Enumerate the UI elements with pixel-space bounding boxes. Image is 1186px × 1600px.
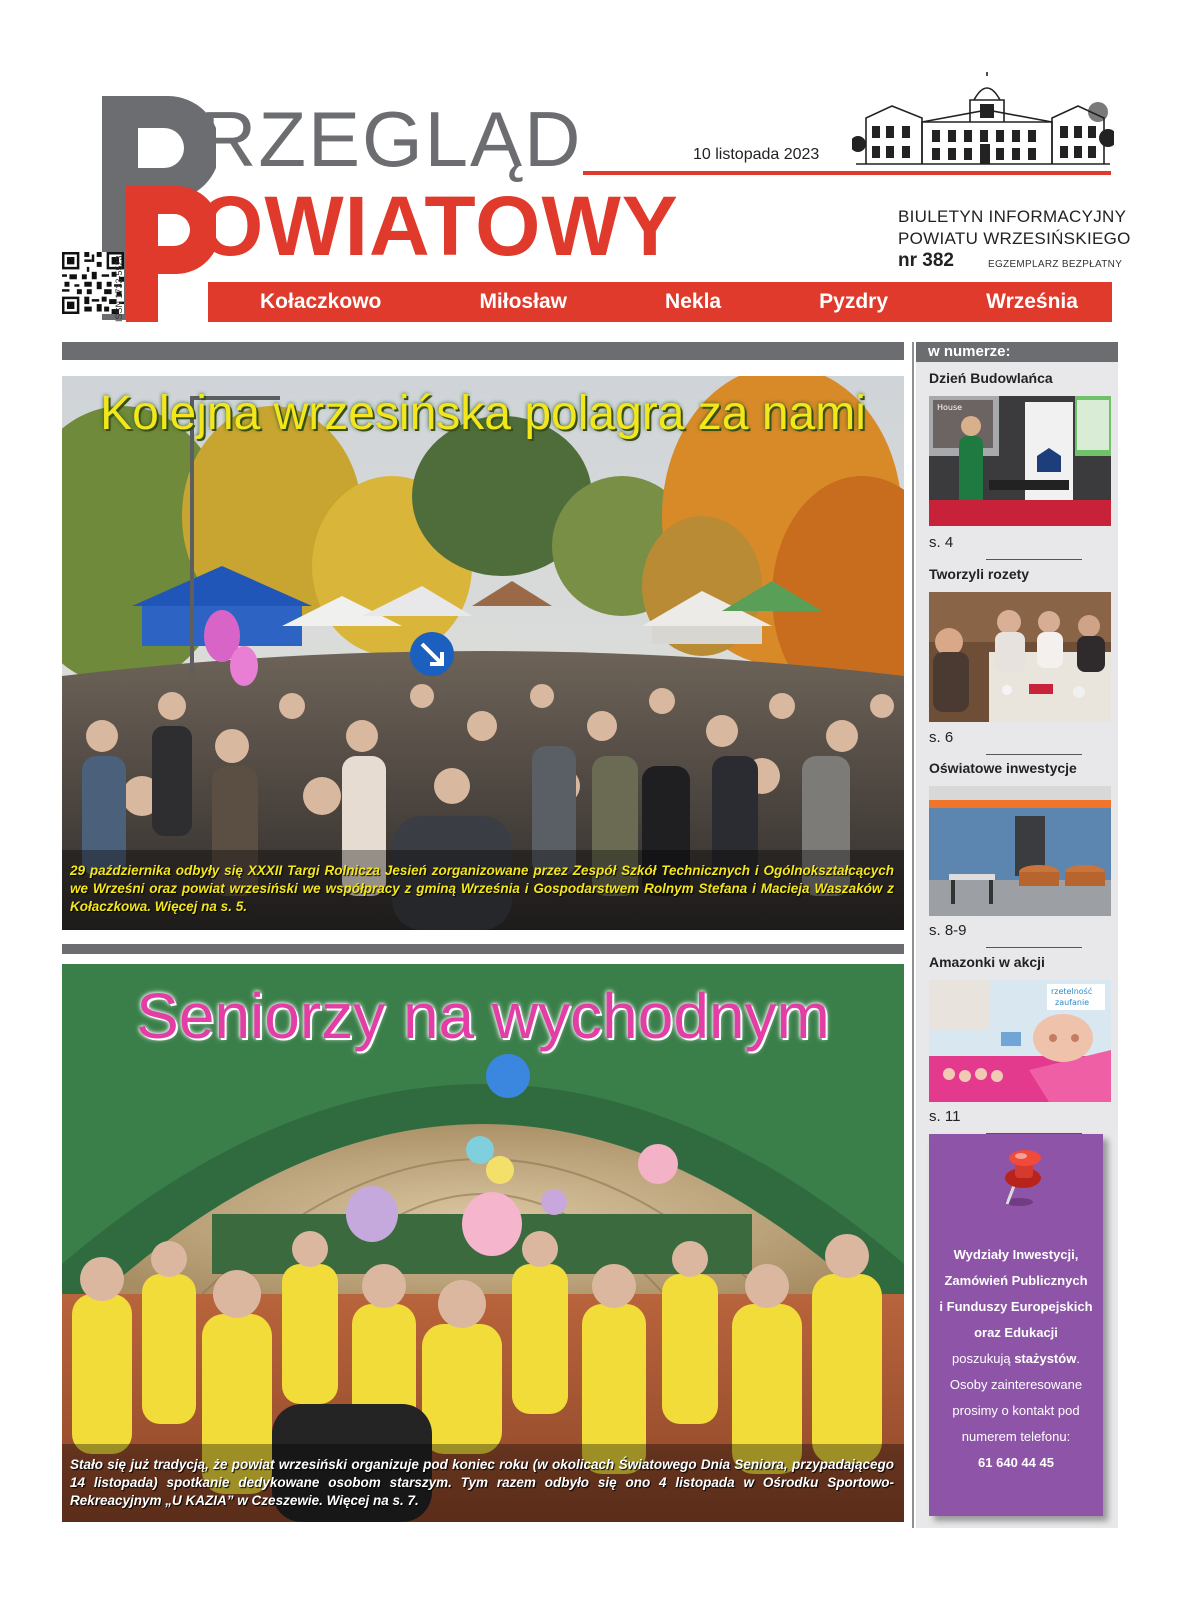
town-nekla[interactable]: Nekla [665, 290, 722, 313]
town-wrzesnia[interactable]: Września [986, 290, 1078, 313]
section-rule-middle [62, 944, 904, 954]
town-pyzdry[interactable]: Pyzdry [819, 290, 889, 313]
sidebar-thumb-1[interactable] [929, 396, 1111, 526]
article-2-headline: Seniorzy na wychodnym [136, 980, 830, 1052]
towns-bar [208, 282, 1112, 322]
promo-line5-post: . [1076, 1351, 1080, 1366]
issue-number: nr 382 [898, 250, 954, 271]
sidebar-item-page-3: s. 8-9 [929, 922, 967, 939]
sidebar-item-page-4: s. 11 [929, 1108, 961, 1125]
promo-phone[interactable]: 61 640 44 45 [978, 1455, 1054, 1470]
thumb-house-label: House [937, 403, 963, 412]
sidebar-item-page-1: s. 4 [929, 534, 954, 551]
sidebar-item-title-3[interactable]: Oświatowe inwestycje [929, 760, 1077, 776]
sidebar-separator-1 [986, 559, 1082, 560]
promo-line5-pre: poszukują [952, 1351, 1015, 1366]
promo-text [935, 1242, 1097, 1476]
section-rule-top [62, 342, 904, 360]
sidebar-thumb-3[interactable] [929, 786, 1111, 916]
town-kolaczkowo[interactable]: Kołaczkowo [260, 290, 382, 313]
promo-line5-bold: stażystów [1014, 1351, 1077, 1366]
issn-number: ISSN 1733-5523 [114, 255, 124, 322]
promo-line4: oraz Edukacji [974, 1325, 1058, 1340]
sidebar-item-title-2[interactable]: Tworzyli rozety [929, 566, 1030, 582]
sidebar-heading: w numerze: [916, 342, 1118, 362]
article-1-photo[interactable] [62, 376, 904, 930]
internship-promo[interactable] [929, 1134, 1103, 1516]
header-rule [583, 171, 1111, 175]
article-1-headline: Kolejna wrzesińska polagra za nami [100, 387, 866, 440]
thumb-badge-line2: zaufanie [1055, 998, 1090, 1007]
free-copy-label: EGZEMPLARZ BEZPŁATNY [988, 259, 1123, 270]
article-2-photo[interactable] [62, 964, 904, 1522]
promo-line1: Wydziały Inwestycji, [953, 1247, 1079, 1262]
sidebar-separator-3 [986, 947, 1082, 948]
sidebar-thumb-2[interactable] [929, 592, 1111, 722]
school-investment-illustration [929, 786, 1111, 916]
sidebar-item-page-2: s. 6 [929, 729, 954, 746]
promo-line2: Zamówień Publicznych [944, 1273, 1088, 1288]
sidebar-item-title-4[interactable]: Amazonki w akcji [929, 954, 1045, 970]
sidebar-separator-2 [986, 754, 1082, 755]
promo-line7: prosimy o kontakt pod [952, 1403, 1080, 1418]
town-miloslaw[interactable]: Miłosław [479, 290, 567, 313]
logo-title-line2: OWIATOWY [198, 179, 679, 273]
rosettes-workshop-illustration [929, 592, 1111, 722]
sidebar-thumb-4[interactable] [929, 980, 1111, 1102]
promo-line5 [935, 1346, 1097, 1372]
fair-crowd-illustration [62, 376, 904, 930]
thumb-badge-line1: rzetelność [1051, 987, 1093, 996]
pushpin-icon [991, 1148, 1047, 1208]
promo-line3: i Funduszy Europejskich [939, 1299, 1093, 1314]
article-1-caption: 29 października odbyły się XXXII Targi Rolnicza Jesień zorganizowane przez Zespół Szkół Technicznych i Ogólnokształcących we Wrześni oraz powiat wrzesiński we współpracy z gminą Września i Gospodarstwem Rolnym Stefana i Macieja Waszaków z Kołaczkowa. Więcej na s. 5. [70, 863, 894, 914]
bulletin-line2: POWIATU WRZESIŃSKIEGO [898, 229, 1131, 248]
amazons-action-illustration [929, 980, 1111, 1102]
sidebar-divider [912, 342, 914, 1528]
article-2-caption: Stało się już tradycją, że powiat wrzesiński organizuje pod koniec roku (w okolicach Światowego Dnia Seniora, przypadającego 14 listopada) spotkanie dedykowane osobom starszym. Tym razem odbyło się ono 4 listopada w Ośrodku Sportowo-Rekreacyjnym „U KAZIA” w Czeszewie. Więcej na s. 7. [70, 1457, 894, 1508]
bulletin-line1: BIULETYN INFORMACYJNY [898, 207, 1127, 226]
sidebar-item-title-1[interactable]: Dzień Budowlańca [929, 370, 1053, 386]
promo-line6: Osoby zainteresowane [949, 1377, 1083, 1392]
builders-day-illustration [929, 396, 1111, 526]
logo-title-line1: RZEGLĄD [200, 95, 583, 183]
issue-date: 10 listopada 2023 [693, 146, 820, 163]
building-illustration [852, 72, 1114, 170]
promo-line8: numerem telefonu: [961, 1429, 1071, 1444]
